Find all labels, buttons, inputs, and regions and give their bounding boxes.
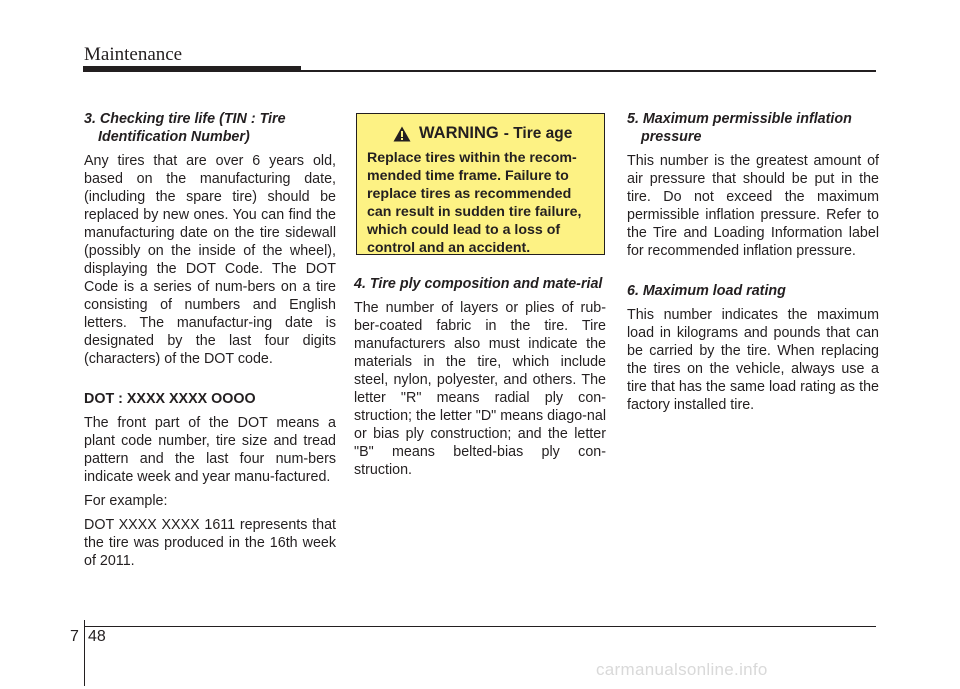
column-1	[84, 110, 336, 576]
paragraph-tire-age: Any tires that are over 6 years old, based on the manufacturing date, (including the spare tire) should be replaced by new ones. You can find the manufacturing date on the tire sidewall (possibly on the inside of the wheel), displaying the DOT Code. The DOT Code is a series of num-bers on a tire consisting of numbers and English letters. The manufactur-ing date is designated by the last four digits (characters) of the DOT code.	[84, 153, 336, 367]
watermark: carmanualsonline.info	[596, 660, 768, 679]
footer-divider	[84, 620, 85, 686]
warning-label: WARNING	[419, 124, 499, 142]
footer-rule	[84, 626, 876, 627]
paragraph-max-inflation: This number is the greatest amount of air pressure that should be put in the tire. Do not exceed the maximum permissible inflation pressure. Refer to the Tire and Loading Information label for recommended inflation pressure.	[627, 153, 879, 259]
dot-code-format: DOT : XXXX XXXX OOOO	[84, 391, 256, 407]
paragraph-max-load: This number indicates the maximum load in kilograms and pounds that can be carried by the tire. When replacing the tires on the vehicle, always use a tire that has the same load rating as the factory installed tire.	[627, 307, 879, 413]
paragraph-example: DOT XXXX XXXX 1611 represents that the tire was produced in the 16th week of 2011.	[84, 517, 336, 569]
warning-subject: - Tire age	[503, 124, 573, 142]
heading-tire-life: 3. Checking tire life (TIN : Tire Identification Number)	[84, 111, 286, 145]
page-number: 48	[88, 628, 106, 645]
warning-triangle-icon	[393, 126, 411, 142]
heading-max-inflation: 5. Maximum permissible inflation pressure	[627, 111, 852, 145]
heading-ply-composition: 4. Tire ply composition and mate-rial	[354, 276, 603, 292]
paragraph-example-label: For example:	[84, 493, 168, 509]
column-2	[354, 275, 606, 485]
header-rule-thick	[83, 66, 301, 72]
chapter-number: 7	[70, 628, 79, 645]
warning-title	[367, 124, 596, 143]
column-3	[627, 110, 879, 420]
heading-max-load: 6. Maximum load rating	[627, 283, 786, 299]
warning-text: Replace tires within the recom-mended time frame. Failure to replace tires as recommended can result in sudden tire failure, which could lead to a loss of control and an accident.	[367, 150, 582, 256]
warning-box	[356, 113, 605, 255]
section-title: Maintenance	[84, 44, 183, 65]
header-rule-thin	[301, 70, 876, 72]
paragraph-dot-meaning: The front part of the DOT means a plant code number, tire size and tread pattern and the last four num-bers indicate week and year manu-factured.	[84, 415, 336, 485]
paragraph-ply-composition: The number of layers or plies of rub-ber-coated fabric in the tire. Tire manufacturers also must indicate the materials in the tire, which include steel, nylon, polyester, and others. The letter "R" means radial ply con-struction; the letter "D" means diago-nal or bias ply construction; and the letter "B" means belted-bias ply con-struction.	[354, 300, 606, 478]
